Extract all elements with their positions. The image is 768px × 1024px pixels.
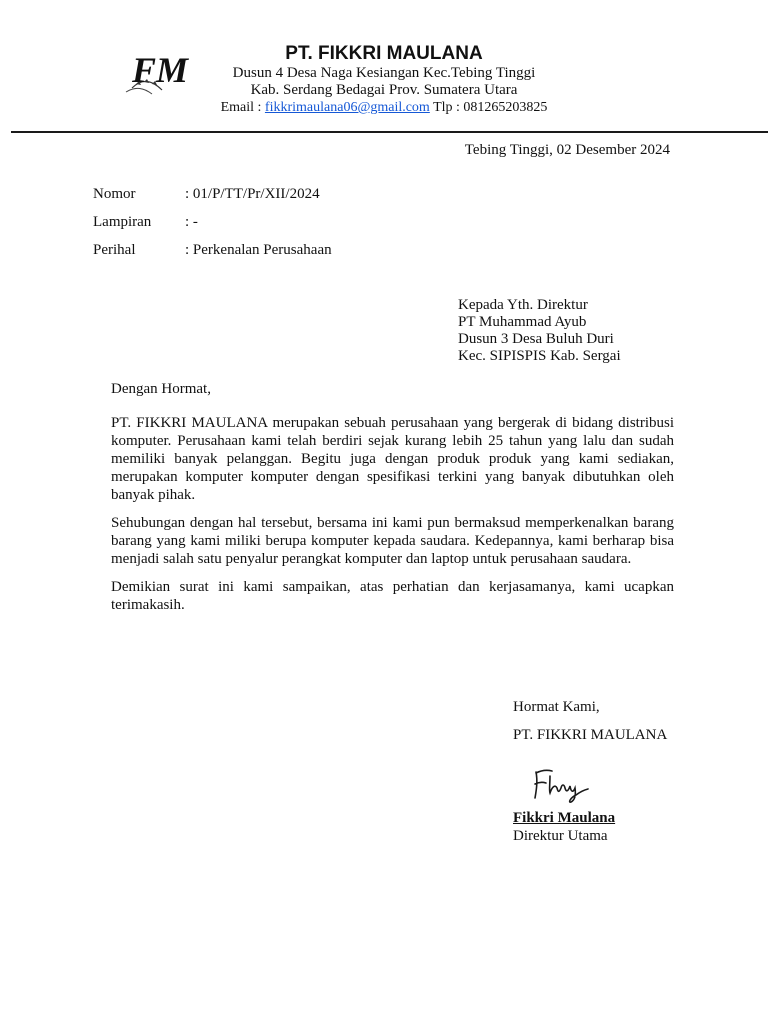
letter-meta xyxy=(93,185,332,269)
signature-icon xyxy=(526,762,596,804)
svg-text:FM: FM xyxy=(132,50,189,90)
company-logo xyxy=(118,40,204,106)
meta-label: Perihal xyxy=(93,242,136,258)
contact-line xyxy=(200,100,568,116)
body-paragraph: Sehubungan dengan hal tersebut, bersama ini kami pun bermaksud memperkenalkan barang barang yang kami miliki berupa komputer kepada saudara. Kedepannya, kami berharap bisa menjadi salah satu penyalur perangkat komputer dan laptop untuk perusahaan saudara. xyxy=(111,515,674,567)
letter-date: Tebing Tinggi, 02 Desember 2024 xyxy=(464,142,670,158)
letter-body xyxy=(111,414,674,624)
phone-text: Tlp : 081265203825 xyxy=(429,100,548,115)
letterhead xyxy=(200,43,568,116)
recipient-line: PT Muhammad Ayub xyxy=(458,314,587,330)
closing-block xyxy=(513,698,667,744)
recipient-line: Kec. SIPISPIS Kab. Sergai xyxy=(458,348,621,364)
meta-row-perihal xyxy=(93,241,332,269)
meta-row-nomor xyxy=(93,185,332,213)
closing-salutation: Hormat Kami, xyxy=(513,699,600,715)
signer-title: Direktur Utama xyxy=(513,828,608,844)
meta-value: : - xyxy=(185,214,198,230)
recipient-line: Kepada Yth. Direktur xyxy=(458,297,588,313)
letterhead-divider xyxy=(11,131,768,133)
meta-value: : Perkenalan Perusahaan xyxy=(185,242,332,258)
meta-value: : 01/P/TT/Pr/XII/2024 xyxy=(185,186,320,202)
body-paragraph: Demikian surat ini kami sampaikan, atas perhatian dan kerjasamanya, kami ucapkan terimakasih. xyxy=(111,579,674,613)
greeting: Dengan Hormat, xyxy=(111,381,211,397)
email-link[interactable]: fikkrimaulana06@gmail.com xyxy=(264,100,430,115)
fm-logo-icon xyxy=(118,40,204,106)
body-paragraph: PT. FIKKRI MAULANA merupakan sebuah perusahaan yang bergerak di bidang distribusi komputer. Perusahaan kami telah berdiri sejak kurang lebih 25 tahun yang lalu dan sudah memiliki banyak pelanggan. Begitu juga dengan produk produk yang kami sediakan, merupakan komputer komputer dengan spesifikasi terkini yang banyak dibutuhkan oleh banyak pihak. xyxy=(111,415,674,503)
meta-label: Lampiran xyxy=(93,214,152,230)
meta-row-lampiran xyxy=(93,213,332,241)
company-name: PT. FIKKRI MAULANA xyxy=(285,43,483,64)
recipient-line: Dusun 3 Desa Buluh Duri xyxy=(458,331,614,347)
address-line-1: Dusun 4 Desa Naga Kesiangan Kec.Tebing Tinggi xyxy=(232,65,536,81)
meta-label: Nomor xyxy=(93,186,136,202)
closing-company: PT. FIKKRI MAULANA xyxy=(513,727,668,743)
recipient-block xyxy=(458,297,621,365)
address-line-2: Kab. Serdang Bedagai Prov. Sumatera Utara xyxy=(250,82,518,98)
signer-name: Fikkri Maulana xyxy=(513,810,616,826)
email-label: Email : xyxy=(220,100,265,115)
